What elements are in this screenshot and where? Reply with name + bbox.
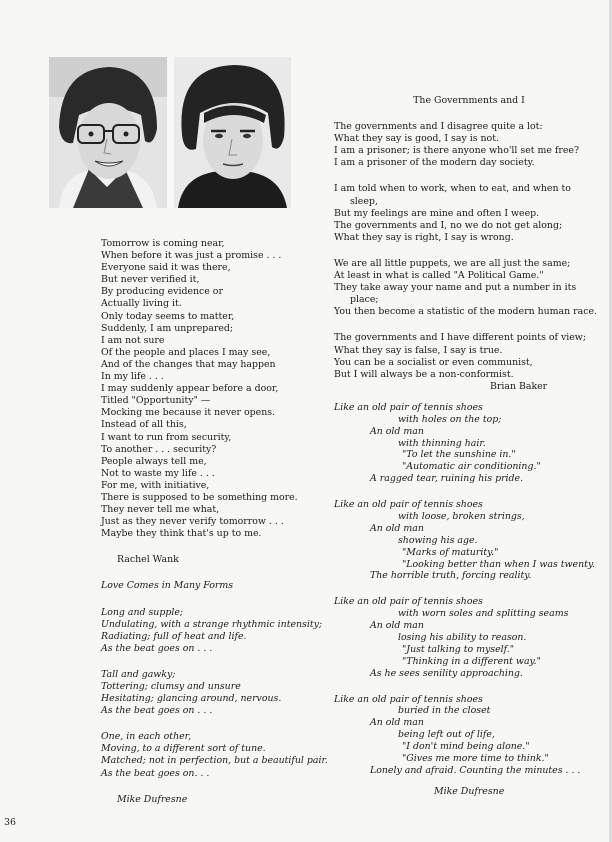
poem-tennis-shoes xyxy=(334,402,604,777)
poem-line: An old man xyxy=(370,425,424,437)
poem-tennis-author: Mike Dufresne xyxy=(434,785,505,797)
poem-line: Suddenly, I am unprepared; xyxy=(101,322,234,334)
poem-line: Mocking me because it never opens. xyxy=(101,407,276,419)
poem-line: An old man xyxy=(370,717,424,729)
poem-line: Matched; not in perfection, but a beautiful pair. xyxy=(101,755,328,767)
poem-line: To another . . . security? xyxy=(101,443,217,455)
poem-line: "Looking better than when I was twenty. xyxy=(402,558,595,570)
poem-line: Actually living it. xyxy=(101,298,182,310)
poem-line: People always tell me, xyxy=(101,455,207,467)
poem-tomorrow xyxy=(101,238,328,540)
poem-line: "Just talking to myself." xyxy=(402,643,515,655)
portrait-left-image xyxy=(49,57,167,208)
poem-governments-title: The Governments and I xyxy=(413,95,525,106)
poem-line: "Automatic air conditioning." xyxy=(402,461,541,473)
poem-line: I am a prisoner of the modern day society. xyxy=(334,157,535,169)
poem-governments-author: Brian Baker xyxy=(490,380,548,392)
poem-line: I am a prisoner; is there anyone who'll set me free? xyxy=(334,145,579,157)
poem-line: Like an old pair of tennis shoes xyxy=(334,596,483,608)
poem-line: Undulating, with a strange rhythmic intensity; xyxy=(101,618,323,630)
poem-line: with worn soles and splitting seams xyxy=(398,608,569,620)
poem-line: with thinning hair. xyxy=(398,437,486,449)
poem-line: The governments and I have different points of view; xyxy=(334,332,586,344)
poem-line: Only today seems to matter, xyxy=(101,310,235,322)
poem-line: A ragged tear, ruining his pride. xyxy=(370,473,524,485)
poem-line: Titled "Opportunity" — xyxy=(101,395,211,407)
poem-line: When before it was just a promise . . . xyxy=(101,250,282,262)
poem-line: "Thinking in a different way." xyxy=(402,655,541,667)
poem-line: An old man xyxy=(370,620,424,632)
poem-line: What they say is good, I say is not. xyxy=(334,133,499,145)
poem-line: But I will always be a non-conformist. xyxy=(334,368,514,380)
poem-line: Just as they never verify tomorrow . . . xyxy=(101,516,284,528)
poem-line: What they say is right, I say is wrong. xyxy=(334,231,514,243)
poem-line: showing his age. xyxy=(398,534,478,546)
poem-line: But never verified it, xyxy=(101,274,200,286)
poem-governments xyxy=(334,121,604,381)
poem-line: place; xyxy=(350,294,379,306)
poem-line: You can be a socialist or even communist, xyxy=(334,356,533,368)
poem-line: Maybe they think that's up to me. xyxy=(101,528,262,540)
poem-line: An old man xyxy=(370,522,424,534)
right-column xyxy=(334,95,604,798)
poem-line: being left out of life, xyxy=(398,729,495,741)
portrait-right-image xyxy=(174,57,291,208)
poem-line: Instead of all this, xyxy=(101,419,187,431)
poem-line: Long and supple; xyxy=(101,606,184,618)
portrait-photo-left xyxy=(49,57,167,208)
poem-line: Tomorrow is coming near, xyxy=(101,238,225,249)
poem-line: Not to waste my life . . . xyxy=(101,467,215,479)
poem-line: Radiating; full of heat and life. xyxy=(101,630,247,642)
poem-line: In my life . . . xyxy=(101,371,164,383)
poem-line: As the beat goes on . . . xyxy=(101,705,213,717)
portrait-photo-right xyxy=(174,57,291,208)
poem-line: As he sees senility approaching. xyxy=(370,667,523,679)
poem-line: sleep, xyxy=(350,195,378,207)
poem-line: losing his ability to reason. xyxy=(398,632,527,644)
poem-love-title: Love Comes in Many Forms xyxy=(101,580,234,592)
poem-line: But my feelings are mine and often I weep. xyxy=(334,207,540,219)
poem-love-comes xyxy=(101,607,328,780)
page-number: 36 xyxy=(4,817,16,828)
poem-line: "To let the sunshine in." xyxy=(402,449,516,461)
poem-tomorrow-author: Rachel Wank xyxy=(117,554,179,566)
poem-line: buried in the closet xyxy=(398,705,491,717)
poem-line: For me, with initiative, xyxy=(101,479,210,491)
poem-line: "Marks of maturity." xyxy=(402,546,499,558)
poem-line: You then become a statistic of the modern human race. xyxy=(334,306,598,318)
poem-line: Like an old pair of tennis shoes xyxy=(334,499,483,511)
poem-line: One, in each other, xyxy=(101,731,192,743)
poem-line: By producing evidence or xyxy=(101,286,223,298)
poem-line: At least in what is called "A Political Game." xyxy=(334,270,544,282)
poem-line: The governments and I, no we do not get along; xyxy=(334,219,563,231)
poem-love-author: Mike Dufresne xyxy=(117,793,188,805)
poem-line: I may suddenly appear before a door, xyxy=(101,383,279,395)
poem-line: There is supposed to be something more. xyxy=(101,491,298,503)
poem-line: I am not sure xyxy=(101,334,165,346)
poem-line: What they say is false, I say is true. xyxy=(334,344,503,356)
poem-line: with loose, broken strings, xyxy=(398,511,525,522)
poem-line: I want to run from security, xyxy=(101,431,232,443)
poem-line: Everyone said it was there, xyxy=(101,262,231,274)
poem-line: "Gives me more time to think." xyxy=(402,753,549,765)
poem-line: Like an old pair of tennis shoes xyxy=(334,401,483,413)
poem-line: They never tell me what, xyxy=(101,504,220,516)
poem-line: Tottering; clumsy and unsure xyxy=(101,681,241,692)
poem-line: Tall and gawky; xyxy=(101,668,176,680)
left-column xyxy=(101,238,328,806)
poem-line: And of the changes that may happen xyxy=(101,358,276,370)
poem-line: We are all little puppets, we are all just the same; xyxy=(334,257,571,269)
poem-line: with holes on the top; xyxy=(398,413,502,425)
poem-line: Of the people and places I may see, xyxy=(101,346,271,358)
poem-line: They take away your name and put a number in its xyxy=(334,282,577,294)
poem-line: The horrible truth, forcing reality. xyxy=(370,570,532,582)
poem-line: Hesitating; glancing around, nervous. xyxy=(101,693,282,705)
poem-line: "I don't mind being alone." xyxy=(402,741,530,753)
poem-line: As the beat goes on. . . xyxy=(101,767,210,779)
poem-line: Lonely and afraid. Counting the minutes . . . xyxy=(370,764,581,776)
poem-line: I am told when to work, when to eat, and when to xyxy=(334,183,571,195)
poem-line: As the beat goes on . . . xyxy=(101,642,213,654)
poem-line: The governments and I disagree quite a lot: xyxy=(334,121,543,133)
poem-line: Moving, to a different sort of tune. xyxy=(101,743,266,755)
poem-line: Like an old pair of tennis shoes xyxy=(334,693,483,705)
